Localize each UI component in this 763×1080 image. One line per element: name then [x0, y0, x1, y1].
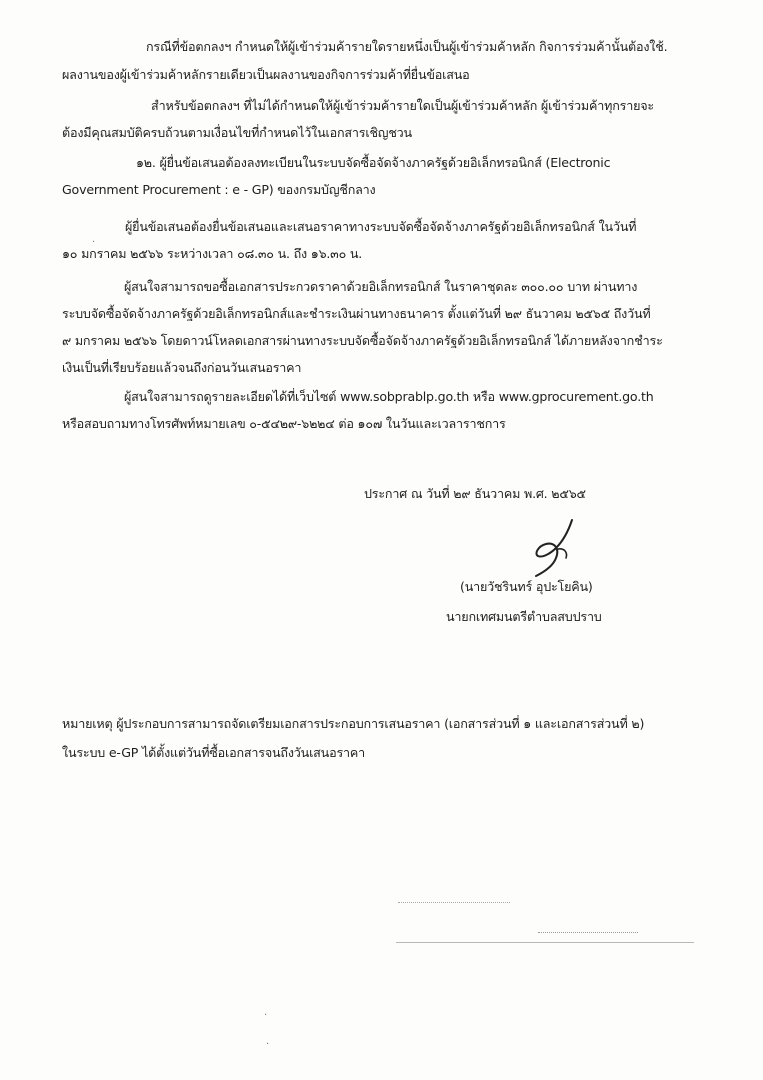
announcement-date: ประกาศ ณ วันที่ ๒๙ ธันวาคม พ.ศ. ๒๕๖๕ — [364, 486, 586, 501]
scan-speck: · — [266, 1039, 270, 1050]
paragraph-line: หรือสอบถามทางโทรศัพท์หมายเลข ๐-๕๔๒๙-๖๒๒๔ ต่อ ๑๐๗ ในวันและเวลาราชการ — [62, 416, 506, 431]
remark-line: หมายเหตุ ผู้ประกอบการสามารถจัดเตรียมเอกสารประกอบการเสนอราคา (เอกสารส่วนที่ ๑ และเอกสารส่วนที่ ๒) — [62, 716, 645, 731]
paragraph-line: ผู้สนใจสามารถดูรายละเอียดได้ที่เว็บไซต์ www.sobprablp.go.th หรือ www.gprocurement.go.th — [124, 389, 654, 404]
paragraph-line: ๑๒. ผู้ยื่นข้อเสนอต้องลงทะเบียนในระบบจัดซื้อจัดจ้างภาครัฐด้วยอิเล็กทรอนิกส์ (Electronic — [136, 155, 611, 170]
paragraph-line: สำหรับข้อตกลงฯ ที่ไม่ได้กำหนดให้ผู้เข้าร่วมค้ารายใดเป็นผู้เข้าร่วมค้าหลัก ผู้เข้าร่วมค้าทุกรายจะ — [151, 98, 654, 113]
paragraph-line: ๑๐ มกราคม ๒๕๖๖ ระหว่างเวลา ๐๘.๓๐ น. ถึง ๑๖.๓๐ น. — [62, 246, 363, 261]
paragraph-line: ผู้ยื่นข้อเสนอต้องยื่นข้อเสนอและเสนอราคาทางระบบจัดซื้อจัดจ้างภาครัฐด้วยอิเล็กทรอนิกส์ ในวันที่ — [125, 219, 637, 234]
signature-mark — [528, 518, 584, 580]
scan-rule — [538, 932, 638, 933]
paragraph-line: ผู้สนใจสามารถขอซื้อเอกสารประกวดราคาด้วยอิเล็กทรอนิกส์ ในราคาชุดละ ๓๐๐.๐๐ บาท ผ่านทาง — [124, 279, 638, 294]
signatory-name: (นายวัชรินทร์ อุปะโยคิน) — [460, 579, 593, 594]
paragraph-line: กรณีที่ข้อตกลงฯ กำหนดให้ผู้เข้าร่วมค้ารายใดรายหนึ่งเป็นผู้เข้าร่วมค้าหลัก กิจการร่วมค้านั้นต้องใช้. — [146, 39, 668, 54]
paragraph-line: เงินเป็นที่เรียบร้อยแล้วจนถึงก่อนวันเสนอราคา — [62, 360, 302, 375]
scan-rule — [398, 902, 510, 903]
paragraph-line: ต้องมีคุณสมบัติครบถ้วนตามเงื่อนไขที่กำหนดไว้ในเอกสารเชิญชวน — [62, 125, 412, 140]
scan-speck: · — [92, 237, 96, 248]
paragraph-line: ผลงานของผู้เข้าร่วมค้าหลักรายเดียวเป็นผลงานของกิจการร่วมค้าที่ยื่นข้อเสนอ — [62, 67, 470, 82]
paragraph-line: ๙ มกราคม ๒๕๖๖ โดยดาวน์โหลดเอกสารผ่านทางระบบจัดซื้อจัดจ้างภาครัฐด้วยอิเล็กทรอนิกส์ ได้ภายหลังจากชำระ — [62, 333, 663, 348]
remark-line: ในระบบ e-GP ได้ตั้งแต่วันที่ซื้อเอกสารจนถึงวันเสนอราคา — [62, 745, 365, 760]
scan-speck: · — [264, 1010, 268, 1021]
paragraph-line: Government Procurement : e - GP) ของกรมบัญชีกลาง — [62, 182, 376, 197]
signatory-position: นายกเทศมนตรีตำบลสบปราบ — [446, 609, 602, 624]
scan-rule — [396, 942, 694, 943]
paragraph-line: ระบบจัดซื้อจัดจ้างภาครัฐด้วยอิเล็กทรอนิกส์และชำระเงินผ่านทางธนาคาร ตั้งแต่วันที่ ๒๙ ธันวาคม ๒๕๖๕ ถึงวันที่ — [62, 306, 651, 321]
